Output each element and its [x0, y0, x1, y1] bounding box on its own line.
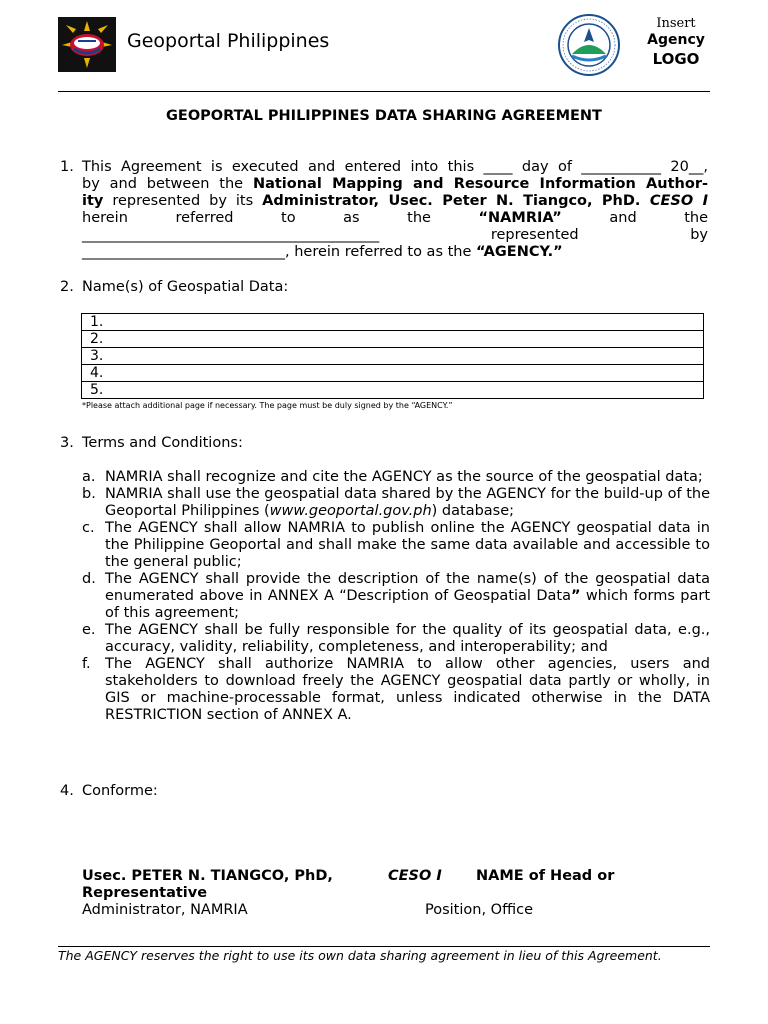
section3-heading: Terms and Conditions: — [82, 435, 243, 451]
namria-ceso: CESO I — [388, 868, 442, 884]
table-row — [82, 382, 704, 399]
table-cell[interactable]: 2. — [82, 331, 704, 348]
geoportal-logo-graphic — [58, 17, 116, 72]
term-b-text: NAMRIA shall use the geospatial data shared by the AGENCY for the build-up of the Geoportal Philippines ( — [105, 486, 710, 519]
list-marker: a. — [82, 469, 96, 485]
namria-seal-graphic — [558, 14, 620, 76]
insert-label: Insert — [656, 16, 696, 31]
table-row — [82, 365, 704, 382]
text: and the — [561, 210, 709, 226]
agency-representative: Representative — [82, 885, 208, 901]
text: ____________________________, herein referred to as the — [82, 244, 477, 260]
term-d-text-end: which forms part of this agreement; — [105, 588, 711, 621]
geoportal-url[interactable]: www.geoportal.gov.ph — [269, 503, 432, 519]
section1-line4 — [82, 210, 708, 227]
quote-mark: ” — [570, 588, 581, 604]
ceso-title: CESO I — [649, 193, 708, 209]
agency-signatory-name[interactable]: NAME of Head or — [476, 868, 615, 884]
table-row — [82, 348, 704, 365]
namria-alias: “NAMRIA” — [478, 210, 562, 226]
insert-agency-logo-placeholder — [640, 16, 712, 69]
section4-heading: Conforme: — [82, 783, 158, 799]
footer-divider — [58, 946, 710, 947]
agency-label: Agency — [647, 32, 705, 49]
geoportal-logo — [58, 17, 116, 72]
namria-full-name-end: ity — [82, 193, 104, 209]
namria-full-name: National Mapping and Resource Information Author- — [252, 176, 708, 192]
text: by and between the — [82, 176, 253, 192]
table-cell[interactable]: 5. — [82, 382, 704, 399]
agency-signatory-position[interactable]: Position, Office — [425, 902, 533, 918]
section1-line3 — [82, 193, 708, 210]
list-marker: f. — [82, 656, 91, 672]
list-item — [82, 656, 710, 724]
section1-body — [82, 159, 708, 261]
namria-signatory-position: Administrator, NAMRIA — [82, 902, 248, 918]
term-d-text: The AGENCY shall provide the description of the name(s) of the geospatial data enumerated above in ANNEX A “Description of Geospatial Data — [105, 571, 710, 604]
section4-number: 4. — [60, 783, 74, 799]
table-cell[interactable]: 4. — [82, 365, 704, 382]
namria-seal — [558, 14, 620, 76]
list-marker: b. — [82, 486, 96, 502]
term-e-text: The AGENCY shall be fully responsible for the quality of its geospatial data, e.g., accuracy, validity, reliability, completeness, and interoperability; and — [105, 622, 710, 655]
list-item — [82, 469, 710, 486]
list-marker: e. — [82, 622, 96, 638]
namria-signatory-name: Usec. PETER N. TIANGCO, PhD, — [82, 868, 333, 884]
list-item — [82, 571, 710, 622]
site-name: Geoportal Philippines — [127, 30, 330, 52]
list-marker: c. — [82, 520, 95, 536]
table-footnote: *Please attach additional page if necessary. The page must be duly signed by the “AGENCY.” — [82, 401, 453, 410]
table-row — [82, 314, 704, 331]
geospatial-data-table — [81, 313, 704, 399]
agency-alias: “AGENCY.” — [476, 244, 563, 260]
table-row — [82, 331, 704, 348]
text: represented by its — [103, 193, 263, 209]
table-cell[interactable]: 1. — [82, 314, 704, 331]
terms-list — [82, 469, 710, 724]
text: herein referred to as the — [82, 210, 479, 226]
section1-line5: _________________________________________ represented by — [82, 227, 708, 243]
list-item — [82, 622, 710, 656]
term-a-text: NAMRIA shall recognize and cite the AGENCY as the source of the geospatial data; — [105, 469, 703, 485]
table-cell[interactable]: 3. — [82, 348, 704, 365]
list-item — [82, 520, 710, 571]
list-item — [82, 486, 710, 520]
section1-number: 1. — [60, 159, 74, 175]
document-title: GEOPORTAL PHILIPPINES DATA SHARING AGREEMENT — [166, 108, 602, 124]
section1-line2 — [82, 176, 708, 193]
section3-number: 3. — [60, 435, 74, 451]
section1-line6 — [82, 244, 708, 261]
section2-number: 2. — [60, 279, 74, 295]
administrator-name: Administrator, Usec. Peter N. Tiangco, PhD. — [262, 193, 650, 209]
header-divider — [58, 91, 710, 92]
footer-disclaimer: The AGENCY reserves the right to use its own data sharing agreement in lieu of this Agreement. — [58, 948, 662, 963]
term-c-text: The AGENCY shall allow NAMRIA to publish online the AGENCY geospatial data in the Philippine Geoportal and shall make the same data available and accessible to the general public; — [105, 520, 710, 570]
section1-line1: This Agreement is executed and entered into this ____ day of ___________ 20__, — [82, 159, 708, 175]
term-b-text-end: ) database; — [431, 503, 515, 519]
logo-label: LOGO — [652, 49, 700, 68]
section2-heading: Name(s) of Geospatial Data: — [82, 279, 289, 295]
list-marker: d. — [82, 571, 96, 587]
term-f-text: The AGENCY shall authorize NAMRIA to allow other agencies, users and stakeholders to download freely the AGENCY geospatial data partly or wholly, in GIS or machine-processable format, unless indicated otherwise in the DATA RESTRICTION section of ANNEX A. — [105, 656, 710, 723]
